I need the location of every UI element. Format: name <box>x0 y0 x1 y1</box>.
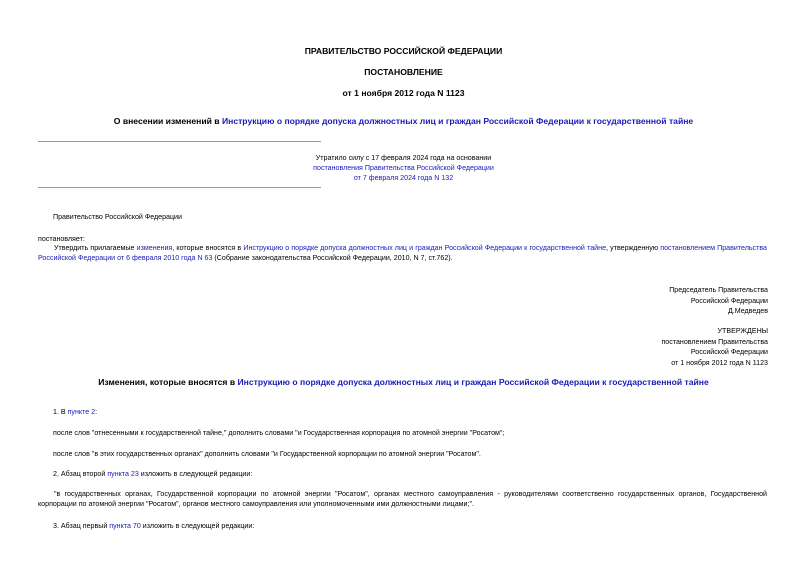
approval-paragraph <box>38 243 767 264</box>
instruction-link[interactable]: Инструкцию о порядке допуска должностных лиц и граждан Российской Федерации к государственной тайне <box>221 116 694 126</box>
item-1-line-1: после слов "отнесенными к государственной тайне," дополнить словами "и Государственная корпорация по атомной энергии "Росатом"; <box>53 429 505 437</box>
changes-title-prefix: Изменения, которые вносятся в <box>98 377 238 387</box>
signature-block <box>669 285 768 317</box>
approved-heading: УТВЕРЖДЕНЫ <box>717 327 768 335</box>
point-2-link[interactable]: пункте 2 <box>67 408 96 416</box>
approved-date: от 1 ноября 2012 года N 1123 <box>671 358 768 367</box>
document-title-prefix: О внесении изменений в <box>113 116 222 126</box>
item-2 <box>53 469 252 479</box>
repeal-notice-line: Утратило силу с 17 февраля 2024 года на основании <box>315 154 492 162</box>
item-1-text: : <box>95 408 98 416</box>
government-heading: ПРАВИТЕЛЬСТВО РОССИЙСКОЙ ФЕДЕРАЦИИ <box>304 46 503 56</box>
item-2-text: 2. Абзац второй <box>53 470 108 478</box>
signature-title: Председатель Правительства <box>669 286 768 294</box>
notice-bottom-rule <box>38 187 321 188</box>
changes-link[interactable]: изменения <box>136 244 173 252</box>
notice-top-rule <box>38 141 321 142</box>
decree-2010-link[interactable]: постановлением Правительства Российской Федерации от 6 февраля 2010 года N 63 <box>38 244 767 263</box>
item-3 <box>53 521 254 531</box>
document-title <box>0 116 807 126</box>
repeal-decree-link[interactable]: постановления Правительства Российской Федерации <box>313 164 494 173</box>
changes-instruction-link[interactable]: Инструкцию о порядке допуска должностных лиц и граждан Российской Федерации к государственной тайне <box>237 377 709 387</box>
changes-title <box>0 377 807 387</box>
government-line: Правительство Российской Федерации <box>53 213 182 221</box>
item-2-quote: "в государственных органах, Государственной корпорации по атомной энергии "Росатом", органах местного самоуправления - руководителями соответственно государственных органов, Государственной корпорации по атомной энергии "Росатом", органов местного самоуправления или уполномоченными ими должностными лицами;". <box>38 490 767 509</box>
approved-by: постановлением Правительства <box>661 337 768 346</box>
item-1 <box>53 407 97 417</box>
document-date-number: от 1 ноября 2012 года N 1123 <box>342 88 465 98</box>
approval-text: , которые вносятся в <box>172 244 244 252</box>
item-3-text: 3. Абзац первый <box>53 522 110 530</box>
repeal-decree-date-link[interactable]: от 7 февраля 2024 года N 132 <box>353 174 454 183</box>
point-23-link[interactable]: пункта 23 <box>107 470 139 478</box>
signature-name: Д.Медведев <box>727 307 768 316</box>
approval-text: Утвердить прилагаемые <box>54 244 137 252</box>
item-1-text: 1. В <box>53 408 68 416</box>
item-2-text: изложить в следующей редакции: <box>138 470 253 478</box>
instruction-body-link[interactable]: Инструкцию о порядке допуска должностных лиц и граждан Российской Федерации к государственной тайне <box>243 244 607 252</box>
approval-text: (Собрание законодательства Российской Федерации, 2010, N 7, ст.762). <box>212 254 453 263</box>
approved-org: Российской Федерации <box>690 348 768 357</box>
signature-org: Российской Федерации <box>690 296 768 305</box>
repeal-notice <box>0 153 807 184</box>
point-70-link[interactable]: пункта 70 <box>109 522 141 530</box>
item-3-text: изложить в следующей редакции: <box>140 522 255 530</box>
decides-line: постановляет: <box>38 235 85 243</box>
approved-block <box>661 326 768 368</box>
approval-text: , утвержденную <box>606 244 661 252</box>
document-type-heading: ПОСТАНОВЛЕНИЕ <box>364 67 443 77</box>
item-1-line-2: после слов "в этих государственных органах" дополнить словами "и Государственной корпорации по атомной энергии "Росатом". <box>53 450 481 458</box>
